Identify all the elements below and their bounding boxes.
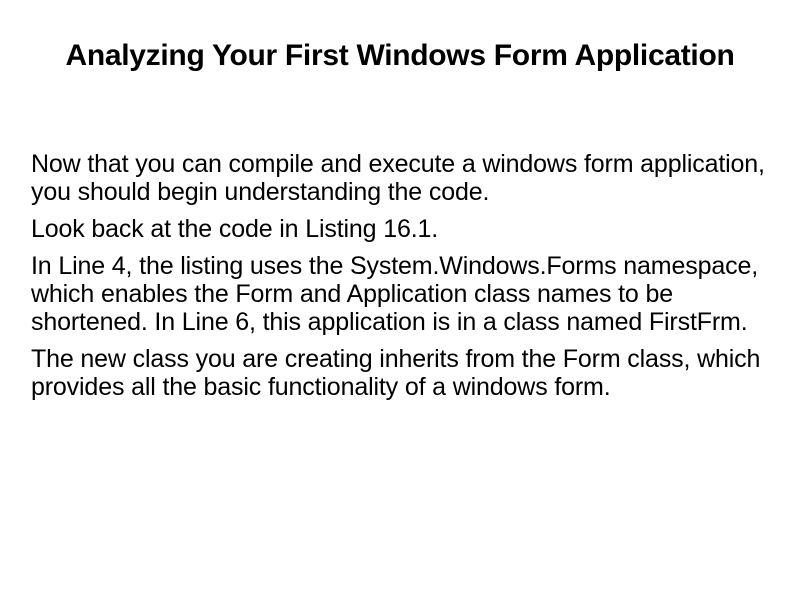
body-paragraph-2: Look back at the code in Listing 16.1. <box>31 215 439 243</box>
slide-title: Analyzing Your First Windows Form Application <box>65 39 735 72</box>
body-paragraph-1: Now that you can compile and execute a windows form application, you should begin understanding the code. <box>31 150 765 206</box>
slide-body <box>31 150 771 410</box>
body-paragraph-3: In Line 4, the listing uses the System.Windows.Forms namespace, which enables the Form and Application class names to be shortened. In Line 6, this application is in a class named FirstFrm. <box>31 252 758 336</box>
body-paragraph-4: The new class you are creating inherits from the Form class, which provides all the basic functionality of a windows form. <box>31 345 761 401</box>
